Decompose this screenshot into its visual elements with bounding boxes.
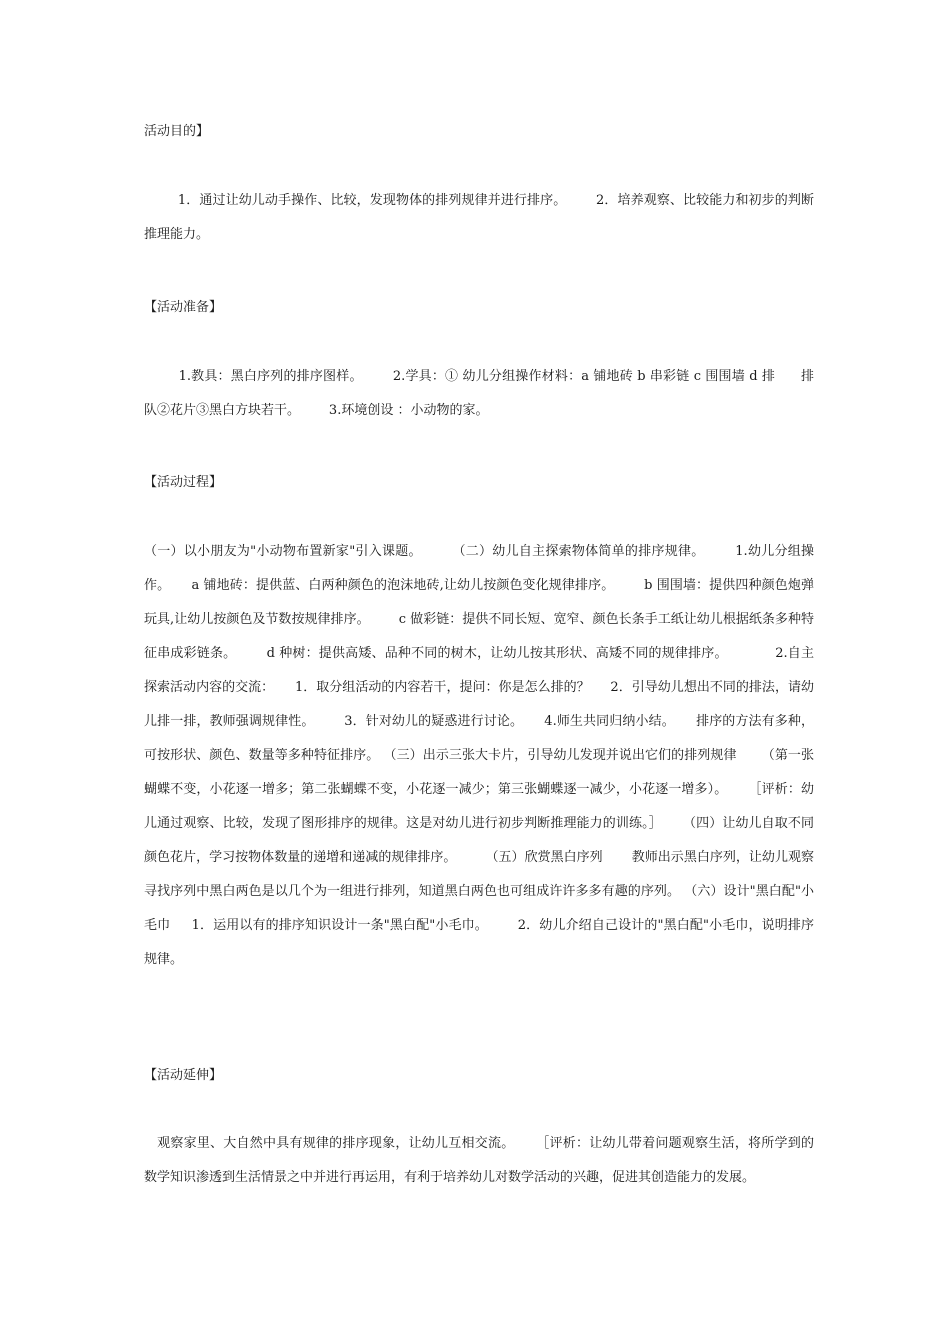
section-body-extension: 观察家里、大自然中具有规律的排序现象，让幼儿互相交流。 ［评析：让幼儿带着问题观察生活，将所学到的数学知识渗透到生活情景之中并进行再运用，有利于培养幼儿对数学活动的兴趣，促进其创造能力的发展。 [144, 1136, 814, 1185]
section-title-preparation: 【活动准备】 [144, 300, 223, 315]
section-body-goals: 1．通过让幼儿动手操作、比较，发现物体的排列规律并进行排序。 2．培养观察、比较能力和初步的判断推理能力。 [144, 193, 814, 242]
section-title-extension: 【活动延伸】 [144, 1068, 223, 1083]
section-body-process: （一）以小朋友为"小动物布置新家"引入课题。 （二）幼儿自主探索物体简单的排序规律。 1.幼儿分组操作。 a 铺地砖：提供蓝、白两种颜色的泡沫地砖,让幼儿按颜色变化规律排序。 b 围围墙：提供四种颜色炮弹玩具,让幼儿按颜色及节数按规律排序。 c 做彩链：提供不同长短、宽窄、颜色长条手工纸让幼儿根据纸条多种特征串成彩链条。 d 种树：提供高矮、品种不同的树木，让幼儿按其形状、高矮不同的规律排序。 2.自主探索活动内容的交流： 1．取分组活动的内容若干，提问：你是怎么排的？ 2．引导幼儿想出不同的排法，请幼儿排一排，教师强调规律性。 3．针对幼儿的疑惑进行讨论。 4.师生共同归纳小结。 排序的方法有多种，可按形状、颜色、数量等多种特征排序。 （三）出示三张大卡片，引导幼儿发现并说出它们的排列规律 （第一张蝴蝶不变，小花逐一增多；第二张蝴蝶不变，小花逐一减少；第三张蝴蝶逐一减少，小花逐一增多）。 ［评析：幼儿通过观察、比较，发现了图形排序的规律。这是对幼儿进行初步判断推理能力的训练。］ （四）让幼儿自取不同颜色花片，学习按物体数量的递增和递减的规律排序。 （五）欣赏黑白序列 教师出示黑白序列，让幼儿观察寻找序列中黑白两色是以几个为一组进行排列，知道黑白两色也可组成许许多多有趣的序列。 （六）设计"黑白配"小毛巾 1．运用以有的排序知识设计一条"黑白配"小毛巾。 2．幼儿介绍自己设计的"黑白配"小毛巾，说明排序规律。 [144, 544, 814, 967]
section-title-process: 【活动过程】 [144, 475, 223, 490]
section-title-goals: 活动目的】 [144, 124, 210, 139]
section-body-preparation: 1.教具：黑白序列的排序图样。 2.学具：① 幼儿分组操作材料：a 铺地砖 b 串彩链 c 围围墙 d 排 排队②花片③黑白方块若干。 3.环境创设 ：小动物的家。 [144, 369, 814, 418]
